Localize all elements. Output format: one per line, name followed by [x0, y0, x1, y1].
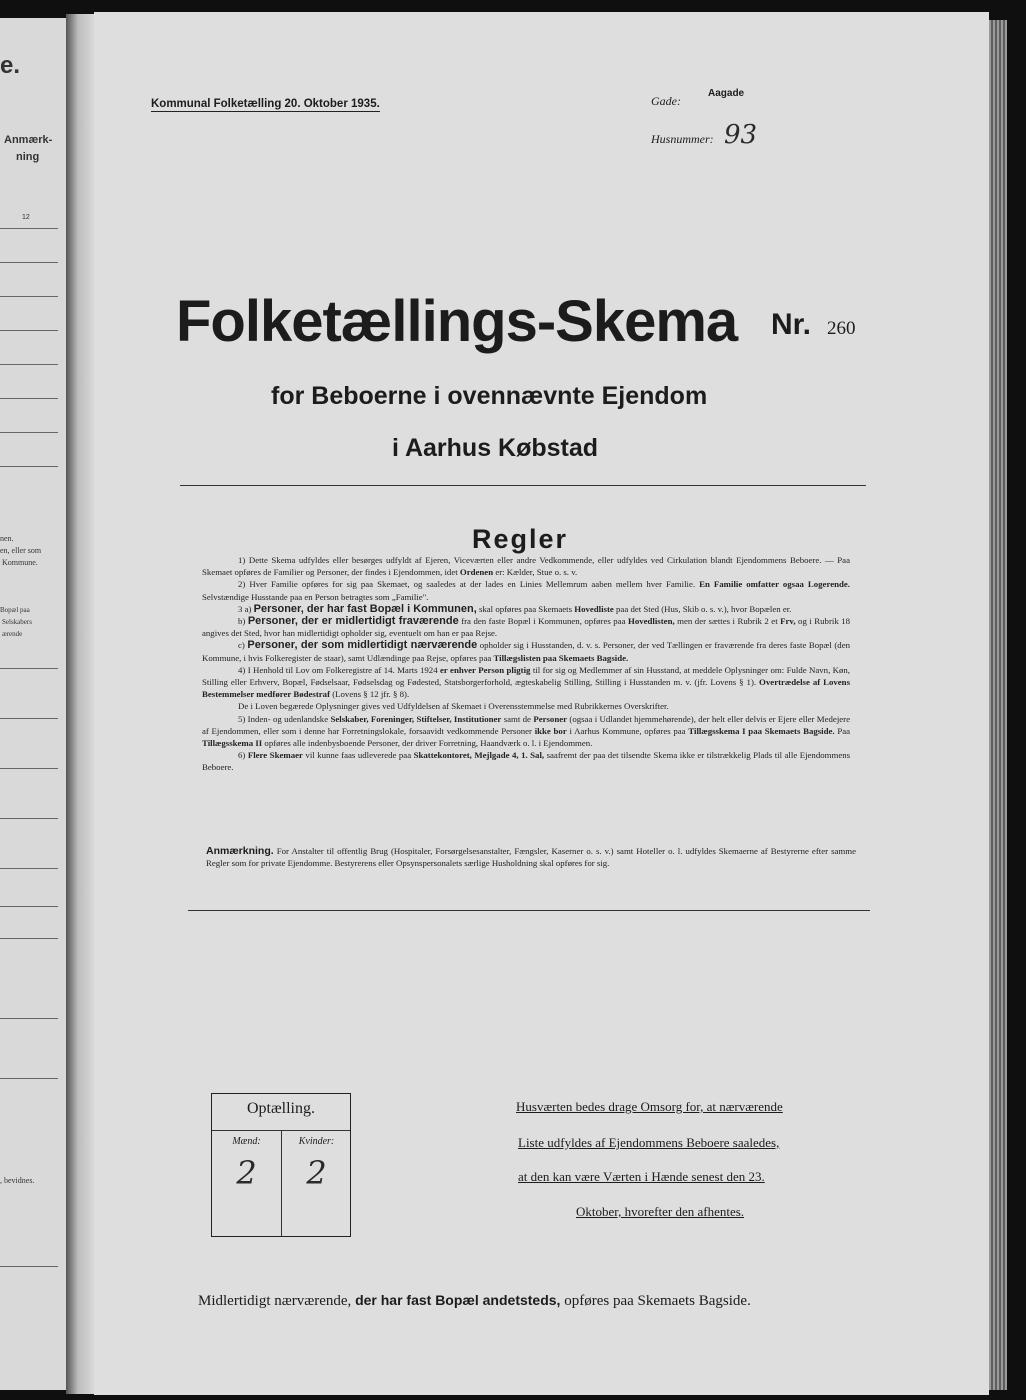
rule-4b: De i Loven begærede Oplysninger gives ved Udfyldelsen af Skemaet i Overensstemmelse med Rubrikkernes Overskrifter. — [238, 701, 669, 712]
form-number-label: Nr. — [771, 308, 812, 341]
footer-note — [198, 1292, 751, 1310]
left-rule — [0, 228, 58, 229]
left-rule — [0, 938, 58, 939]
count-title: Optælling. — [246, 1100, 315, 1117]
count-box — [211, 1093, 351, 1237]
left-fragment-c: Kommune. — [2, 558, 38, 567]
note-label: Anmærkning. — [206, 845, 274, 857]
left-rule — [0, 718, 58, 719]
left-rule — [0, 768, 58, 769]
notice-line-4: Oktober, hvorefter den afhentes. — [576, 1204, 745, 1219]
left-rule — [0, 364, 58, 365]
left-rule — [0, 1078, 58, 1079]
left-fragment-d: Bopæl paa — [0, 606, 30, 614]
left-facing-page — [0, 18, 70, 1390]
form-subtitle-1: for Beboerne i ovennævnte Ejendom — [271, 382, 708, 410]
rule-5: 5) Inden- og udenlandske Selskaber, Foreninger, Stiftelser, Institutioner samt de Personer (ogsaa i Udlandet hjemmehørende), der helt eller delvis er Ejere eller Medejere af Ejendommen, eller som i denne har Forretningslokale, forsaavidt vedkommende Personer ikke bor i Aarhus Kommune, opføres paa Tillægsskema I paa Skemaets Bagside. Paa Tillægsskema II opføres alle indenbysboende Personer, der driver Forretning, Haandværk o. l. i Ejendommen. — [202, 713, 851, 749]
notice-line-3: at den kan være Værten i Hænde senest den 23. — [518, 1169, 765, 1184]
rule-2: 2) Hver Familie opføres for sig paa Skemaet, og saaledes at der lades en Linies Mellemrum aaben mellem hver Familie. En Familie omfatter ogsaa Logerende. Selvstændige Husstande paa en Person betragtes som „Familie". — [202, 579, 850, 602]
notice-line-1: Husværten bedes drage Omsorg for, at nærværende — [516, 1099, 783, 1114]
rule-3a: 3 a) Personer, der har fast Bopæl i Kommunen, skal opføres paa Skemaets Hovedliste paa det Sted (Hus, Skib o. s. v.), hvor Bopælen er. — [238, 602, 792, 615]
left-fragment-e: Selskabers — [2, 618, 32, 626]
left-rule — [0, 262, 58, 263]
women-count-value: 2 — [306, 1154, 327, 1192]
rule-3b: b) Personer, der er midlertidigt fraværende fra den faste Bopæl i Kommunen, opføres paa Hovedlisten, men der sættes i Rubrik 2 et Frv, og i Rubrik 18 angives det Sted, hvor han midlertidigt opholder sig, eventuelt om han er paa Rejse. — [202, 615, 851, 639]
street-value: Aagade — [708, 88, 745, 99]
left-rule — [0, 330, 58, 331]
left-fragment-a: nen. — [0, 534, 14, 543]
footer-part-2: der har fast Bopæl andetsteds, — [355, 1292, 561, 1308]
men-count-value: 2 — [236, 1154, 257, 1192]
house-number-label: Husnummer: — [651, 132, 714, 146]
note-text: For Anstalter til offentlig Brug (Hospitaler, Forsørgelsesanstalter, Fængsler, Kaserner o. s. v.) samt Hoteller o. l. udfyldes Skemaerne af Bestyrerne efter samme Regler som for private Ejendomme. Bestyrerens eller Opsynspersonalets særlige Husholdning skal opføres for sig. — [206, 846, 856, 868]
left-rule — [0, 906, 58, 907]
left-rule — [0, 398, 58, 399]
book-gutter — [66, 14, 96, 1394]
left-rule — [0, 296, 58, 297]
rule-6: 6) Flere Skemaer vil kunne faas udleverede paa Skattekontoret, Mejlgade 4, 1. Sal, saafremt der paa det tilsendte Skema ikke er tilstrækkelig Plads til alle Ejendommens Beboere. — [202, 750, 851, 773]
left-fragment-g: , bevidnes. — [0, 1176, 35, 1185]
footer-part-3: opføres paa Skemaets Bagside. — [564, 1293, 751, 1309]
rule-4: 4) I Henhold til Lov om Folkeregistre af 14. Marts 1924 er enhver Person pligtig til for sig og Medlemmer af sin Husstand, at meddele Oplysninger om: Fulde Navn, Køn, Stilling eller Erhverv, Bopæl, Fødselsaar, Fødselsdag og Fødested, Statsborgerforhold, ægteskabelig Stilling, Stilling i Husstanden m. v. (jfr. Lovens § 1). Overtrædelse af Lovens Bestemmelser medfører Bødestraf (Lovens § 12 jfr. § 8). — [202, 664, 851, 700]
census-title-line: Kommunal Folketælling 20. Oktober 1935. — [151, 98, 380, 110]
footer-part-1: Midlertidigt nærværende, — [198, 1293, 352, 1309]
rules-heading: Regler — [472, 524, 569, 554]
left-fragment-f: ærende — [2, 630, 23, 638]
men-label: Mænd: — [232, 1136, 261, 1147]
rule-3c: c) Personer, der som midlertidigt nærværende opholder sig i Husstanden, d. v. s. Personer, der ved Tællingen er fraværende fra deres faste Bopæl (den Kommune, i hvis Folkeregister de staar), samt Udlændinge paa Rejse, opføres paa Tillægslisten paa Skemaets Bagside. — [202, 639, 850, 663]
left-rule — [0, 466, 58, 467]
left-fragment-b: en, eller som — [0, 546, 42, 555]
left-fragment-top: e. — [0, 52, 21, 79]
left-rule — [0, 1266, 58, 1267]
notice-line-2: Liste udfyldes af Ejendommens Beboere saaledes, — [518, 1135, 780, 1150]
note-divider — [188, 910, 870, 911]
street-label: Gade: — [651, 94, 681, 108]
annotation-note — [206, 845, 856, 869]
left-anmaerkning-1: Anmærk- — [4, 134, 53, 146]
left-column-number: 12 — [22, 214, 30, 221]
left-rule — [0, 1018, 58, 1019]
left-anmaerkning-2: ning — [16, 151, 40, 163]
rules-text — [202, 554, 850, 774]
form-number-value: 260 — [827, 318, 856, 339]
form-title: Folketællings-Skema — [176, 289, 738, 354]
women-label: Kvinder: — [298, 1136, 335, 1147]
rule-1: 1) Dette Skema udfyldes eller besørges udfyldt af Ejeren, Viceværten eller andre Vedkommende, eller udfyldes ved Cirkulation blandt Ejendommens Beboere. — Paa Skemaet opføres de Familier og Personer, der findes i Ejendommen, idet Ordenen er: Kælder, Stue o. s. v. — [202, 555, 850, 578]
title-divider — [180, 485, 866, 486]
left-rule — [0, 432, 58, 433]
left-rule — [0, 818, 58, 819]
left-rule — [0, 868, 58, 869]
form-subtitle-2: i Aarhus Købstad — [392, 434, 599, 462]
left-rule — [0, 668, 58, 669]
house-number-value: 93 — [724, 120, 758, 150]
